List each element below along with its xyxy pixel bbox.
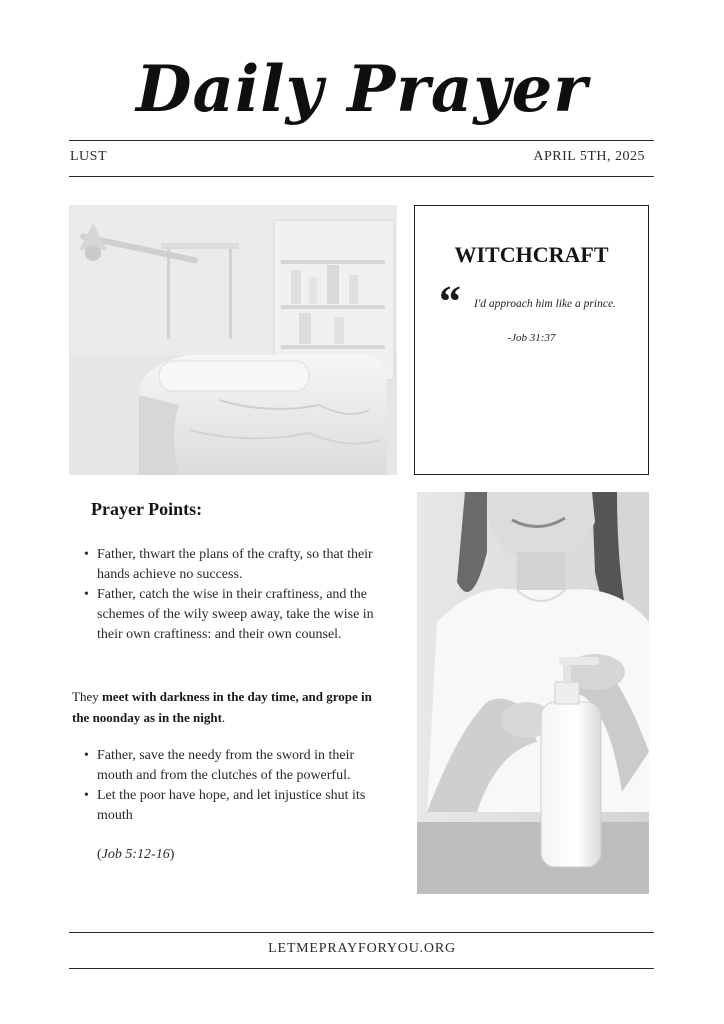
header-top-rule — [69, 140, 654, 141]
bullet-icon: • — [84, 547, 89, 562]
topic-label: LUST — [70, 149, 107, 164]
bullet-icon: • — [84, 788, 89, 803]
bullet-icon: • — [84, 748, 89, 763]
prayer-points-heading: Prayer Points: — [91, 499, 203, 519]
date-label: APRIL 5TH, 2025 — [533, 149, 645, 164]
list-item: • Father, catch the wise in their craftiness, and the schemes of the wily sweep away, take the wise in their own craftiness: and their own counsel. — [84, 587, 374, 642]
spa-room-photo — [69, 205, 397, 475]
website-link[interactable]: LETMEPRAYFORYOU.ORG — [268, 941, 456, 956]
footer-bottom-rule — [69, 968, 654, 969]
quote-text: I'd approach him like a prince. — [474, 298, 616, 310]
scripture-citation: (Job 5:12-16) — [97, 847, 175, 862]
list-item: • Father, save the needy from the sword in their mouth and from the clutches of the powerful. — [84, 748, 355, 783]
prayer-points-list-2 — [84, 746, 384, 826]
list-item: • Father, thwart the plans of the crafty, so that their hands achieve no success. — [84, 547, 373, 582]
quote-heading: WITCHCRAFT — [454, 242, 609, 267]
scripture-paragraph: They meet with darkness in the day time, and grope in the noonday as in the night. — [72, 689, 372, 725]
bullet-icon: • — [84, 587, 89, 602]
woman-lotion-photo — [417, 492, 649, 894]
quote-reference: -Job 31:37 — [507, 332, 556, 344]
prayer-points-list — [84, 545, 384, 645]
page-title: Daily Prayer — [136, 52, 588, 127]
quote-mark-icon: “ — [439, 277, 461, 326]
quote-card — [414, 205, 649, 475]
list-item: • Let the poor have hope, and let injustice shut its mouth — [84, 788, 366, 823]
header-bottom-rule — [69, 176, 654, 177]
footer-top-rule — [69, 932, 654, 933]
